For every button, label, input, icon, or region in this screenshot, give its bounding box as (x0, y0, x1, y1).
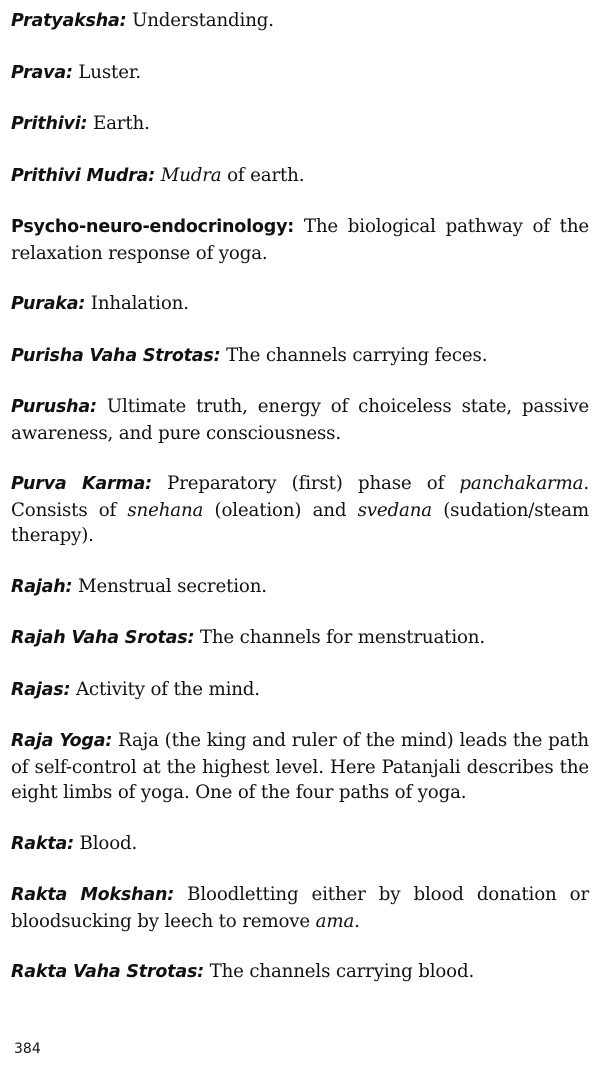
entry-term: Rakta: (11, 833, 74, 854)
entry-definition-italic: panchakarma (459, 473, 584, 494)
entry-term: Raja Yoga: (11, 731, 113, 751)
glossary-entry (11, 343, 589, 370)
entry-definition: Raja (the king and ruler of the mind) leads the path of self-control at the highest level. Here Patanjali describes the eight limbs of yoga. One of the four paths of yoga. (11, 730, 589, 803)
entry-term: Rakta Vaha Strotas: (11, 962, 204, 982)
entry-definition: Blood. (73, 832, 138, 854)
entry-definition-italic: Mudra (160, 164, 222, 186)
glossary-entry (11, 882, 589, 934)
glossary-entry (11, 291, 589, 318)
entry-term: Rajah Vaha Srotas: (11, 628, 195, 648)
entry-term: Rakta Mokshan: (11, 885, 175, 905)
entry-definition: (oleation) and (203, 499, 358, 521)
entry-definition: The channels carrying blood. (203, 961, 475, 982)
entry-definition-italic: ama (315, 910, 355, 932)
entry-term: Rajah: (11, 576, 73, 597)
entry-term: Prithivi: (11, 114, 88, 134)
entry-definition: Preparatory (first) phase of (151, 473, 460, 494)
glossary-entry (11, 111, 589, 138)
entry-definition: Luster. (72, 61, 142, 83)
glossary-entry (11, 471, 589, 549)
glossary-entry (11, 728, 589, 806)
glossary-entry (11, 677, 589, 704)
entry-definition: Understanding. (126, 10, 274, 31)
page-number: 384 (14, 1041, 41, 1057)
entry-definition: The channels for menstruation. (194, 627, 485, 648)
glossary-entry (11, 8, 589, 35)
entry-term: Psycho-neuro-endocrinology: (11, 217, 295, 237)
entry-definition: Earth. (87, 113, 150, 134)
glossary-entry (11, 163, 589, 190)
glossary-entry (11, 574, 589, 601)
entry-definition: The channels carrying feces. (220, 344, 488, 366)
glossary-entries (11, 4, 589, 986)
entry-definition-italic: svedana (357, 499, 432, 521)
glossary-entry (11, 625, 589, 652)
entry-term: Pratyaksha: (11, 11, 127, 31)
glossary-entry (11, 831, 589, 858)
entry-definition-italic: snehana (127, 499, 204, 521)
entry-term: Puraka: (11, 294, 86, 314)
entry-definition: . Consists of (11, 473, 589, 521)
entry-definition: Inhalation. (85, 293, 189, 314)
entry-term: Purva Karma: (11, 474, 152, 494)
glossary-entry (11, 60, 589, 87)
glossary-entry (11, 959, 589, 986)
glossary-entry (11, 214, 589, 266)
entry-definition: . (354, 910, 360, 932)
entry-definition: Ultimate truth, energy of choiceless state, passive awareness, and pure consciousness. (11, 396, 589, 444)
entry-definition: Activity of the mind. (70, 678, 260, 700)
entry-term: Purisha Vaha Strotas: (11, 345, 221, 366)
entry-term: Prithivi Mudra: (11, 165, 156, 186)
entry-term: Prava: (11, 62, 73, 83)
glossary-entry (11, 394, 589, 446)
entry-definition: Menstrual secretion. (72, 575, 267, 597)
entry-definition: Bloodletting either by blood donation or bloodsucking by leech to remove (11, 884, 589, 932)
entry-definition: of earth. (221, 164, 305, 186)
entry-definition: The biological pathway of the relaxation response of yoga. (11, 216, 589, 264)
entry-definition: (sudation/steam therapy). (11, 499, 590, 546)
entry-term: Purusha: (11, 397, 97, 417)
entry-term: Rajas: (11, 679, 71, 700)
